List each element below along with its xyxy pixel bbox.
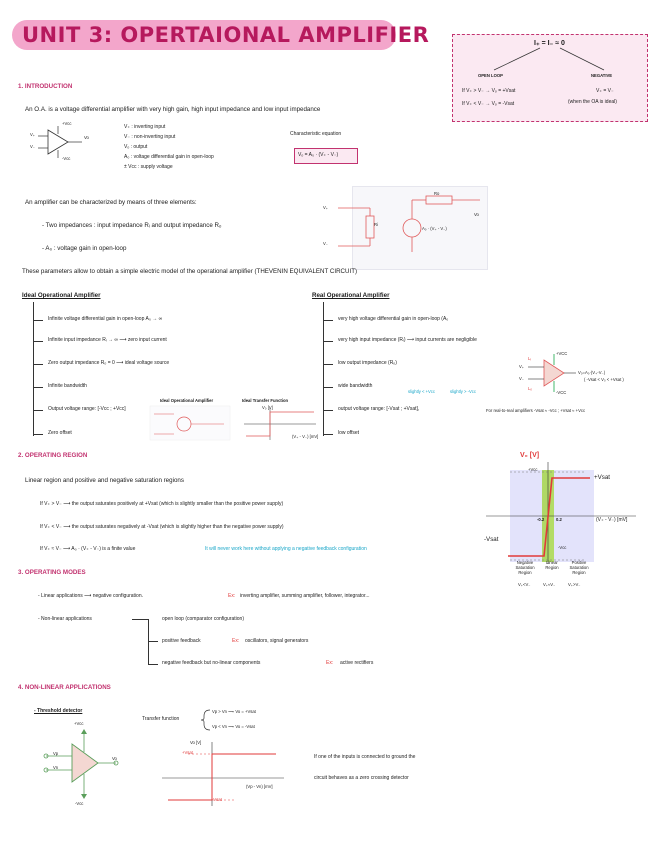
- modes-n3: negative feedback but no-linear components: [162, 660, 261, 666]
- circ-vn: Vn: [53, 765, 59, 770]
- real-item-3: low output impedance (Rₒ): [338, 360, 397, 366]
- ideal-fig2-x: (V₊ - V₋) [mV]: [292, 434, 319, 439]
- region-bullet-1: If V₊ > V₋ ⟶ the output saturates positively at +Vsat (which is slightly smaller than the positive power supply): [40, 501, 284, 507]
- symbol-vo: Vo: [84, 135, 89, 140]
- real-side-note: For real-to-real amplifiers -Vsat ≈ -Vcc ; +Vsat ≈ +Vcc: [486, 408, 586, 413]
- ideal-model-fig: [150, 406, 230, 442]
- circ-vp: Vp: [53, 751, 59, 756]
- modes-linear: - Linear applications ⟶ negative configuration.: [38, 593, 144, 599]
- region-line-1: Linear region and positive and negative saturation regions: [25, 477, 184, 484]
- summary-right-1: V₊ = V₋: [596, 88, 614, 94]
- real-amp-vee: -VCC: [556, 390, 567, 395]
- intro-bullet-2: - A₀ : voltage gain in open-loop: [42, 245, 127, 252]
- ideal-tick-4: [33, 387, 43, 388]
- page-title: UNIT 3: OPERTAIONAL AMPLIFIER: [22, 23, 430, 47]
- modes-n3-ex: active rectifiers: [340, 660, 374, 666]
- summary-left-head: OPEN LOOP: [478, 73, 503, 78]
- modes-linear-ex-label: Ex:: [228, 593, 236, 599]
- sat-cond-neg: V₊<V₋: [518, 582, 531, 587]
- legend-1: V₊ : inverting input: [124, 124, 166, 130]
- tf-line-1: Vp > Vn ⟶ Vo = +Vsat: [212, 709, 256, 714]
- model-vm: V₋: [323, 241, 329, 246]
- threshold-circuit: [42, 722, 122, 802]
- model-vp: V₊: [323, 205, 329, 210]
- real-tick-1: [323, 320, 333, 321]
- threshold-graph-x: (Vp - Vn) [mV]: [246, 784, 273, 789]
- modes-n2-ex: oscillators, signal generators: [245, 638, 309, 644]
- char-eq-label: Characteristic equation: [290, 131, 342, 137]
- modes-n2-ex-label: Ex:: [232, 638, 240, 644]
- modes-nonlinear: - Non-linear applications: [38, 616, 92, 622]
- summary-right-head: NEGATIVE: [591, 73, 613, 78]
- circ-vo: Vo: [112, 756, 117, 761]
- real-amp-rout: Lₒ: [528, 386, 532, 391]
- sat-cond-lin: V₊≈V₋: [543, 582, 556, 587]
- threshold-graph: [158, 738, 288, 810]
- model-vo: Vo: [474, 212, 479, 217]
- modes-linear-ex: inverting amplifier, summing amplifier, follower, integrator...: [240, 593, 370, 599]
- sat-tick-pos: 0.2: [556, 517, 562, 522]
- legend-3: Vₒ : output: [124, 144, 148, 150]
- ideal-item-1: Infinite voltage differential gain in open-loop A₀ → ∞: [48, 316, 163, 322]
- sat-x-axis: (V₊ - V₋) [mV]: [596, 517, 628, 523]
- ideal-tick-2: [33, 341, 43, 342]
- real-amp-vcc: +VCC: [556, 351, 568, 356]
- ideal-bracket: [33, 302, 34, 436]
- ideal-heading: Ideal Operational Amplifier: [22, 292, 101, 299]
- real-item-1: very high voltage differential gain in open-loop (A₀: [338, 316, 449, 322]
- model-ri: Ri: [374, 222, 378, 227]
- circ-vcc: +Vcc: [74, 721, 84, 726]
- real-opamp-fig: [524, 350, 584, 396]
- nonlinear-item: - Threshold detector: [34, 708, 83, 714]
- sat-region-lin: Linear Region: [545, 560, 559, 570]
- real-amp-vm: V₋: [519, 376, 525, 381]
- threshold-graph-top: +Vsat: [182, 750, 193, 755]
- summary-right-2: (when the OA is ideal): [568, 99, 617, 105]
- region-bullet-3a: If V₊ ≈ V₋ ⟶ A₀ · (V₊ - V₋) is a finite value: [40, 546, 136, 552]
- ideal-tick-1: [33, 320, 43, 321]
- legend-5: ± Vcc : supply voltage: [124, 164, 173, 170]
- real-note-2: slightly > -Vcc: [450, 389, 476, 394]
- modes-branch-2: [148, 641, 158, 642]
- tf-line-2: Vp < Vn ⟶ Vo = -Vsat: [212, 724, 255, 729]
- tf-label: Transfer function: [142, 716, 180, 722]
- ideal-item-2: Infinite input impedance Rᵢ → ∞ ⟶ zero input current: [48, 337, 167, 343]
- ideal-item-5: Output voltage range: [-Vcc ; +Vcc]: [48, 406, 126, 412]
- sat-tick-neg: -0.2: [537, 517, 545, 522]
- summary-left-2: If V₊ < V₋ → Vₒ = -Vsat: [462, 101, 515, 107]
- ideal-item-6: Zero offset: [48, 430, 72, 436]
- sat-minus-vsat: -Vsat: [484, 536, 499, 543]
- modes-n1: open loop (comparator configuration): [162, 616, 244, 622]
- model-src: A₀ · (V₊ - V₋): [422, 226, 447, 231]
- threshold-note-1: If one of the inputs is connected to ground the: [314, 754, 416, 760]
- modes-n2: positive feedback: [162, 638, 201, 644]
- real-amp-vp: V₊: [519, 364, 525, 369]
- legend-2: V₋ : non-inverting input: [124, 134, 176, 140]
- section-4-heading: 4. NON-LINEAR APPLICATIONS: [18, 684, 111, 691]
- char-eq: Vₒ = A₀ · (V₊ - V₋): [298, 152, 339, 158]
- real-tick-4: [323, 387, 333, 388]
- real-item-5: output voltage range: [-Vsat ; +Vsat],: [338, 406, 420, 412]
- symbol-vminus: V₋: [30, 144, 36, 149]
- ideal-item-3: Zero output impedance Rₒ = 0 ⟶ ideal voltage source: [48, 360, 170, 366]
- ideal-tick-3: [33, 364, 43, 365]
- tf-brace: [200, 708, 212, 732]
- intro-line-3: These parameters allow to obtain a simple electric model of the operational amplifier (THEVENIN EQUIVALENT CIRCUIT): [22, 268, 358, 275]
- ideal-fig2-title: Ideal Transfer Function: [242, 398, 289, 403]
- threshold-graph-bot: -Vsat: [212, 797, 222, 802]
- sat-y-axis: V₀ [V]: [520, 452, 540, 459]
- symbol-vplus: V₊: [30, 132, 36, 137]
- threshold-note-2: circuit behaves as a zero crossing detector: [314, 775, 409, 781]
- real-amp-rin: Lᵢ: [528, 356, 531, 361]
- ideal-tick-6: [33, 434, 43, 435]
- sat-region-pos: Positive Saturation Region: [569, 560, 589, 575]
- summary-formula: I₊ = I₋ ≈ 0: [534, 40, 565, 47]
- sat-minus-vcc: -Vcc: [558, 545, 567, 550]
- real-tick-5: [323, 410, 333, 411]
- real-tick-2: [323, 341, 333, 342]
- summary-left-1: If V₊ > V₋ → Vₒ = +Vsat: [462, 88, 516, 94]
- ideal-tick-5: [33, 410, 43, 411]
- region-bullet-2: If V₊ < V₋ ⟶ the output saturates negatively at -Vsat (which is slightly higher than the negative power supply): [40, 524, 284, 530]
- region-bullet-3b: It will never work here without applying a negative feedback configuration: [205, 546, 367, 552]
- real-amp-out: V₀=A₀·(V₊-V₋): [578, 370, 606, 375]
- section-3-heading: 3. OPERATING MODES: [18, 569, 86, 576]
- intro-line-2: An amplifier can be characterized by means of three elements:: [25, 199, 197, 206]
- symbol-vcc: +Vcc: [62, 121, 72, 126]
- symbol-vee: -Vcc: [62, 156, 71, 161]
- modes-branch-3: [148, 664, 158, 665]
- modes-branch-stem: [132, 619, 148, 620]
- real-note-1: slightly < +Vcc: [408, 389, 435, 394]
- sat-plus-vsat: +Vsat: [594, 474, 610, 481]
- real-heading: Real Operational Amplifier: [312, 292, 390, 299]
- legend-4: A₀ : voltage differential gain in open-loop: [124, 154, 214, 160]
- real-tick-3: [323, 364, 333, 365]
- real-item-6: low offset: [338, 430, 360, 436]
- ideal-item-4: Infinite bandwidth: [48, 383, 87, 389]
- ideal-fig2-y: V₀ [V]: [262, 405, 273, 410]
- modes-n3-ex-label: Ex:: [326, 660, 334, 666]
- real-bracket: [323, 302, 324, 436]
- real-amp-out2: ( -Vsat < V₀ < +Vsat ): [584, 377, 624, 382]
- sat-cond-pos: V₊>V₋: [568, 582, 581, 587]
- real-item-2: very high input impedance (Rᵢ) ⟶ input currents are negligible: [338, 337, 477, 343]
- section-1-heading: 1. INTRODUCTION: [18, 83, 73, 90]
- sat-region-neg: Negative Saturation Region: [515, 560, 535, 575]
- ideal-fig1-title: Ideal Operational Amplifier: [160, 398, 214, 403]
- real-tick-6: [323, 434, 333, 435]
- circ-vee: -Vcc: [75, 801, 84, 806]
- sat-plus-vcc: +Vcc: [528, 467, 538, 472]
- threshold-graph-y: Vo [V]: [190, 740, 202, 745]
- thevenin-model: [330, 186, 490, 268]
- intro-line-1: An O.A. is a voltage differential amplifier with very high gain, high input impedance and low input impedance: [25, 106, 321, 113]
- real-item-4: wide bandwidth: [338, 383, 373, 389]
- section-2-heading: 2. OPERATING REGION: [18, 452, 88, 459]
- intro-bullet-1: - Two impedances : input impedance Rᵢ and output impedance Rₒ: [42, 222, 222, 229]
- model-ro: Ro: [434, 191, 440, 196]
